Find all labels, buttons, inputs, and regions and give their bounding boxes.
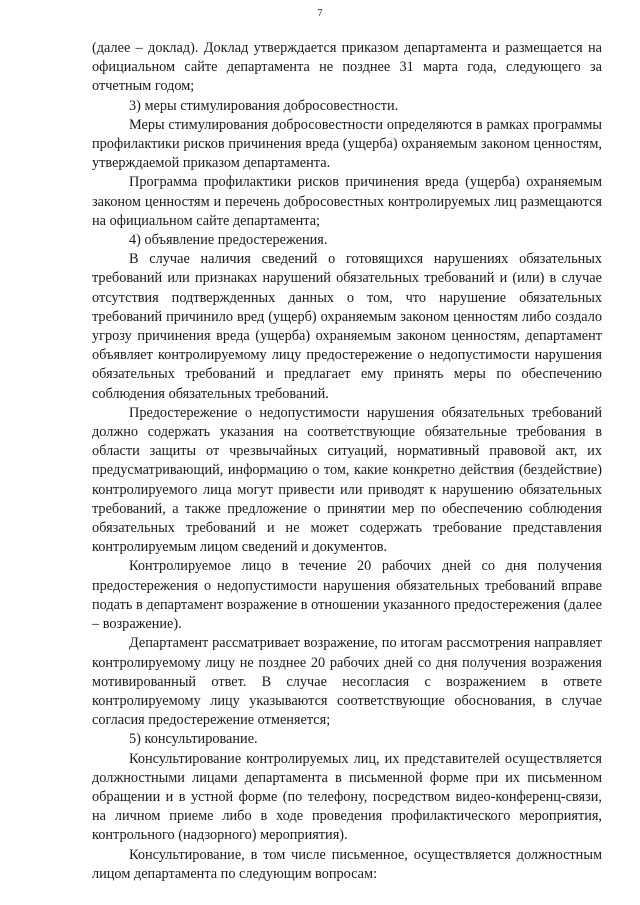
- paragraph-item-4-heading: 4) объявление предостережения.: [129, 232, 328, 249]
- paragraph-report-publication: (далее – доклад). Доклад утверждается приказом департамента и размещается на официальном сайте департамента не позднее 31 марта года, следующего за отчетным годом;: [92, 40, 602, 95]
- paragraph-prevention-program: Программа профилактики рисков причинения вреда (ущерба) охраняемым законом ценностям и перечень добросовестных контролируемых лиц размещаются на официальном сайте департамента;: [92, 174, 602, 229]
- paragraph-item-3-heading: 3) меры стимулирования добросовестности.: [129, 97, 399, 114]
- page-number: 7: [317, 8, 323, 19]
- paragraph-consultation-topics: Консультирование, в том числе письменное, осуществляется должностным лицом департамента по следующим вопросам:: [92, 846, 602, 882]
- paragraph-consultation-forms: Консультирование контролируемых лиц, их представителей осуществляется должностными лицами департамента в письменной форме при их письменном обращении и в устной форме (по телефону, посредством видео-конференц-связи, на личном приеме либо в ходе проведения профилактического мероприятия, контрольного (надзорного) мероприятия).: [92, 750, 602, 844]
- paragraph-warning-contents: Предостережение о недопустимости нарушения обязательных требований должно содержать указания на соответствующие обязательные требования в области защиты от чрезвычайных ситуаций, нормативный правовой акт, их предусматривающий, информацию о том, какие конкретно действия (бездействие) контролируемого лица могут привести или приводят к нарушению обязательных требований, а также предложение о принятии мер по обеспечению соблюдения обязательных требований и не может содержать требование представления контролируемым лицом сведений и документов.: [92, 404, 602, 556]
- paragraph-objection-review: Департамент рассматривает возражение, по итогам рассмотрения направляет контролируемому лицу не позднее 20 рабочих дней со дня получения возражения мотивированный ответ. В случае несогласия с возражением в ответе контролируемому лицу указываются соответствующие обоснования, в случае согласия предостережение отменяется;: [92, 635, 602, 729]
- document-body: [92, 39, 602, 884]
- paragraph-item-5-heading: 5) консультирование.: [129, 731, 258, 748]
- paragraph-objection-right: Контролируемое лицо в течение 20 рабочих дней со дня получения предостережения о недопустимости нарушения обязательных требований вправе подать в департамент возражение в отношении указанного предостережения (далее – возражение).: [92, 558, 602, 633]
- paragraph-warning-grounds: В случае наличия сведений о готовящихся нарушениях обязательных требований или признаках нарушений обязательных требований и (или) в случае отсутствия подтвержденных данных о том, что нарушение обязательных требований причинило вред (ущерб) охраняемым законом ценностям либо создало угрозу причинения вреда (ущерба) охраняемым законом ценностям, департамент объявляет контролируемому лицу предостережение о недопустимости нарушения обязательных требований и предлагает ему принять меры по обеспечению соблюдения обязательных требований.: [92, 251, 602, 402]
- paragraph-incentive-measures: Меры стимулирования добросовестности определяются в рамках программы профилактики рисков причинения вреда (ущерба) охраняемым законом ценностям, утверждаемой приказом департамента.: [92, 116, 602, 172]
